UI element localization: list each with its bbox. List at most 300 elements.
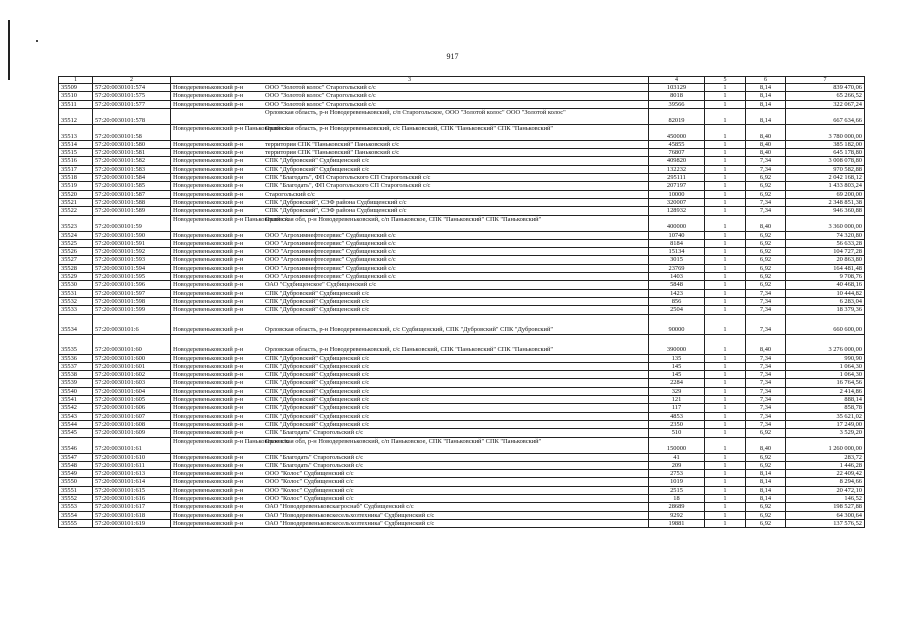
count-value: 1 xyxy=(705,429,746,437)
rate-value: 8,14 xyxy=(746,108,786,124)
count-value: 1 xyxy=(705,92,746,100)
cadastral-number: 57:20:0030101:593 xyxy=(93,256,171,264)
count-value: 1 xyxy=(705,511,746,519)
location-cell xyxy=(171,207,649,215)
table-row xyxy=(59,182,865,190)
area-value: 90000 xyxy=(649,314,705,334)
district-name: Новодеревеньковский р-н xyxy=(173,190,244,198)
area-value: 2515 xyxy=(649,486,705,494)
row-number: 35529 xyxy=(59,273,93,281)
district-name: Новодеревеньковский р-н xyxy=(173,264,244,272)
value-amount: 20 863,80 xyxy=(786,256,865,264)
row-number: 35532 xyxy=(59,297,93,305)
count-value: 1 xyxy=(705,412,746,420)
row-number: 35533 xyxy=(59,306,93,314)
location-description: ОАО "Новодеревеньковскесельхозтехника" Судбищенский с/с xyxy=(265,511,435,519)
area-value: 145 xyxy=(649,362,705,370)
value-amount: 18 379,36 xyxy=(786,306,865,314)
location-description: ООО "Агрохимнефтесервис" Судбищенский с/с xyxy=(265,256,396,264)
location-cell xyxy=(171,157,649,165)
row-number: 35527 xyxy=(59,256,93,264)
area-value: 2350 xyxy=(649,420,705,428)
district-name: Новодеревеньковский р-н xyxy=(173,420,244,428)
table-row xyxy=(59,494,865,502)
row-number: 35544 xyxy=(59,420,93,428)
location-cell xyxy=(171,470,649,478)
cadastral-number: 57:20:0030101:581 xyxy=(93,149,171,157)
value-amount: 20 472,10 xyxy=(786,486,865,494)
table-row xyxy=(59,100,865,108)
table-row xyxy=(59,281,865,289)
table-row xyxy=(59,190,865,198)
table-row xyxy=(59,362,865,370)
row-number: 35554 xyxy=(59,511,93,519)
location-cell xyxy=(171,314,649,334)
area-value: 1423 xyxy=(649,289,705,297)
district-name: Новодеревеньковский р-н xyxy=(173,84,244,91)
count-value: 1 xyxy=(705,140,746,148)
cadastral-number: 57:20:0030101:578 xyxy=(93,108,171,124)
rate-value: 7,34 xyxy=(746,165,786,173)
cadastral-number: 57:20:0030101:609 xyxy=(93,429,171,437)
value-amount: 10 444,82 xyxy=(786,289,865,297)
count-value: 1 xyxy=(705,281,746,289)
table-row xyxy=(59,264,865,272)
value-amount: 645 178,80 xyxy=(786,149,865,157)
count-value: 1 xyxy=(705,362,746,370)
table-row xyxy=(59,207,865,215)
area-value: 329 xyxy=(649,387,705,395)
location-cell xyxy=(171,100,649,108)
value-amount: 970 582,88 xyxy=(786,165,865,173)
district-name: Новодеревеньковский р-н xyxy=(173,511,244,519)
location-description: Орловская область, р-н Новодеревеньковский, с/п Старогольское, ООО "Золотой колос" ООО "Золотой колос" xyxy=(265,108,566,116)
value-amount: 660 600,00 xyxy=(786,314,865,334)
cadastral-number: 57:20:0030101:583 xyxy=(93,165,171,173)
location-description: СПК "Дубровский" Судбищенский с/с xyxy=(265,157,370,165)
row-number: 35550 xyxy=(59,478,93,486)
location-description: ООО "Золотой колос" Старогольский с/с xyxy=(265,92,376,100)
rate-value: 6,92 xyxy=(746,273,786,281)
location-cell xyxy=(171,420,649,428)
district-name: Новодеревеньковский р-н xyxy=(173,486,244,494)
row-number: 35509 xyxy=(59,84,93,92)
row-number: 35517 xyxy=(59,165,93,173)
district-name: Новодеревеньковский р-н xyxy=(173,149,244,157)
value-amount: 1 064,30 xyxy=(786,362,865,370)
table-row xyxy=(59,289,865,297)
rate-value: 8,40 xyxy=(746,437,786,453)
value-amount: 839 470,06 xyxy=(786,84,865,92)
table-row xyxy=(59,84,865,92)
cadastral-number: 57:20:0030101:596 xyxy=(93,281,171,289)
row-number: 35538 xyxy=(59,371,93,379)
table-row xyxy=(59,239,865,247)
area-value: 409820 xyxy=(649,157,705,165)
area-value: 390000 xyxy=(649,334,705,354)
location-description: ООО "Колос" Судбищенский с/с xyxy=(265,478,354,486)
district-name: Новодеревеньковский р-н xyxy=(173,387,244,395)
district-name: Новодеревеньковский р-н xyxy=(173,100,244,108)
district-name: Новодеревеньковский р-н xyxy=(173,326,244,334)
location-cell xyxy=(171,306,649,314)
cadastral-number: 57:20:0030101:615 xyxy=(93,486,171,494)
area-value: 2504 xyxy=(649,306,705,314)
table-row xyxy=(59,354,865,362)
table-row xyxy=(59,404,865,412)
rate-value: 6,92 xyxy=(746,461,786,469)
location-cell xyxy=(171,334,649,354)
rate-value: 7,34 xyxy=(746,379,786,387)
count-value: 1 xyxy=(705,494,746,502)
area-value: 2753 xyxy=(649,470,705,478)
table-row xyxy=(59,420,865,428)
area-value: 82019 xyxy=(649,108,705,124)
district-name: Новодеревеньковский р-н xyxy=(173,182,244,190)
rate-value: 7,34 xyxy=(746,404,786,412)
location-cell xyxy=(171,486,649,494)
rate-value: 6,92 xyxy=(746,239,786,247)
table-row xyxy=(59,256,865,264)
count-value: 1 xyxy=(705,387,746,395)
area-value: 9292 xyxy=(649,511,705,519)
location-cell xyxy=(171,165,649,173)
table-row xyxy=(59,371,865,379)
rate-value: 7,34 xyxy=(746,289,786,297)
rate-value: 7,34 xyxy=(746,297,786,305)
location-description: ООО "Золотой колос" Старогольский с/с xyxy=(265,84,376,91)
table-row xyxy=(59,437,865,453)
rate-value: 8,14 xyxy=(746,92,786,100)
value-amount: 64 300,64 xyxy=(786,511,865,519)
area-value: 121 xyxy=(649,396,705,404)
table-row xyxy=(59,149,865,157)
cadastral-number: 57:20:0030101:575 xyxy=(93,92,171,100)
area-value: 39566 xyxy=(649,100,705,108)
cadastral-number: 57:20:0030101:592 xyxy=(93,248,171,256)
area-value: 295111 xyxy=(649,174,705,182)
cadastral-number: 57:20:0030101:602 xyxy=(93,371,171,379)
count-value: 1 xyxy=(705,519,746,527)
cadastral-number: 57:20:0030101:605 xyxy=(93,396,171,404)
scan-dot xyxy=(36,40,38,42)
cadastral-number: 57:20:0030101:580 xyxy=(93,140,171,148)
row-number: 35540 xyxy=(59,387,93,395)
location-cell xyxy=(171,231,649,239)
count-value: 1 xyxy=(705,470,746,478)
row-number: 35512 xyxy=(59,108,93,124)
rate-value: 7,34 xyxy=(746,362,786,370)
count-value: 1 xyxy=(705,306,746,314)
row-number: 35552 xyxy=(59,494,93,502)
location-description: СПК "Благодать", ФП Старогольского СП Старогольский с/с xyxy=(265,174,431,182)
row-number: 35528 xyxy=(59,264,93,272)
location-cell xyxy=(171,108,649,124)
row-number: 35535 xyxy=(59,334,93,354)
table-row xyxy=(59,273,865,281)
district-name: Новодеревеньковский р-н xyxy=(173,174,244,182)
location-description: СПК "Дубровский" Судбищенский с/с xyxy=(265,371,370,379)
location-cell xyxy=(171,174,649,182)
district-name: Новодеревеньковский р-н xyxy=(173,198,244,206)
area-value: 23769 xyxy=(649,264,705,272)
cadastral-number: 57:20:0030101:591 xyxy=(93,239,171,247)
location-cell xyxy=(171,264,649,272)
value-amount: 6 283,04 xyxy=(786,297,865,305)
rate-value: 8,14 xyxy=(746,486,786,494)
location-cell xyxy=(171,84,649,92)
location-description: СПК "Дубровский" Судбищенский с/с xyxy=(265,420,370,428)
row-number: 35534 xyxy=(59,314,93,334)
area-value: 2284 xyxy=(649,379,705,387)
table-row xyxy=(59,124,865,140)
location-description: ООО "Агрохимнефтесервис" Судбищенский с/с xyxy=(265,231,396,239)
row-number: 35521 xyxy=(59,198,93,206)
row-number: 35526 xyxy=(59,248,93,256)
value-amount: 1 064,30 xyxy=(786,371,865,379)
table-row xyxy=(59,314,865,334)
location-cell xyxy=(171,461,649,469)
count-value: 1 xyxy=(705,404,746,412)
district-name: Новодеревеньковский р-н Паньковский с/с xyxy=(173,124,290,132)
value-amount: 322 067,24 xyxy=(786,100,865,108)
location-cell xyxy=(171,437,649,453)
area-value: 18 xyxy=(649,494,705,502)
rate-value: 6,92 xyxy=(746,256,786,264)
location-description: территория СПК "Паньковский" Паньковский с/с xyxy=(265,149,400,157)
district-name: Новодеревеньковский р-н Паньковский с/с xyxy=(173,215,290,223)
area-value: 76807 xyxy=(649,149,705,157)
district-name: Новодеревеньковский р-н xyxy=(173,354,244,362)
column-header: 7 xyxy=(786,77,865,84)
value-amount: 198 527,88 xyxy=(786,503,865,511)
column-header: 3 xyxy=(171,77,649,84)
location-cell xyxy=(171,124,649,140)
row-number: 35541 xyxy=(59,396,93,404)
location-cell xyxy=(171,198,649,206)
table-row xyxy=(59,429,865,437)
row-number: 35530 xyxy=(59,281,93,289)
cadastral-number: 57:20:0030101:598 xyxy=(93,297,171,305)
value-amount: 946 360,88 xyxy=(786,207,865,215)
cadastral-number: 57:20:0030101:601 xyxy=(93,362,171,370)
count-value: 1 xyxy=(705,437,746,453)
area-value: 4853 xyxy=(649,412,705,420)
rate-value: 6,92 xyxy=(746,248,786,256)
cadastral-number: 57:20:0030101:589 xyxy=(93,207,171,215)
column-header: 5 xyxy=(705,77,746,84)
district-name: Новодеревеньковский р-н xyxy=(173,396,244,404)
district-name: Новодеревеньковский р-н xyxy=(173,519,244,527)
district-name: Новодеревеньковский р-н xyxy=(173,256,244,264)
table-row xyxy=(59,334,865,354)
location-description: ОАО "Судбищенское" Судбищенский с/с xyxy=(265,281,377,289)
rate-value: 7,34 xyxy=(746,157,786,165)
count-value: 1 xyxy=(705,100,746,108)
district-name: Новодеревеньковский р-н xyxy=(173,379,244,387)
count-value: 1 xyxy=(705,314,746,334)
cadastral-number: 57:20:0030101:587 xyxy=(93,190,171,198)
row-number: 35539 xyxy=(59,379,93,387)
row-number: 35510 xyxy=(59,92,93,100)
value-amount: 65 266,52 xyxy=(786,92,865,100)
location-description: СПК "Дубровский" Судбищенский с/с xyxy=(265,379,370,387)
area-value: 3015 xyxy=(649,256,705,264)
value-amount: 137 576,52 xyxy=(786,519,865,527)
cadastral-number: 57:20:0030101:608 xyxy=(93,420,171,428)
value-amount: 17 249,00 xyxy=(786,420,865,428)
value-amount: 1 260 000,00 xyxy=(786,437,865,453)
count-value: 1 xyxy=(705,420,746,428)
rate-value: 8,14 xyxy=(746,494,786,502)
table-row xyxy=(59,387,865,395)
rate-value: 7,34 xyxy=(746,387,786,395)
count-value: 1 xyxy=(705,289,746,297)
rate-value: 8,40 xyxy=(746,149,786,157)
location-cell xyxy=(171,429,649,437)
area-value: 15134 xyxy=(649,248,705,256)
table-row xyxy=(59,478,865,486)
area-value: 400000 xyxy=(649,215,705,231)
district-name: Новодеревеньковский р-н xyxy=(173,239,244,247)
cadastral-number: 57:20:0030101:574 xyxy=(93,84,171,92)
location-description: СПК "Благодать" Старогольский с/с xyxy=(265,429,364,437)
count-value: 1 xyxy=(705,264,746,272)
table-body xyxy=(59,84,865,528)
rate-value: 6,92 xyxy=(746,429,786,437)
district-name: Новодеревеньковский р-н xyxy=(173,461,244,469)
value-amount: 69 200,00 xyxy=(786,190,865,198)
table-row xyxy=(59,412,865,420)
cadastral-number: 57:20:0030101:590 xyxy=(93,231,171,239)
table-row xyxy=(59,92,865,100)
page-number: 917 xyxy=(446,52,459,61)
location-description: территория СПК "Паньковский" Паньковский с/с xyxy=(265,140,400,148)
location-cell xyxy=(171,297,649,305)
value-amount: 2 042 168,12 xyxy=(786,174,865,182)
table-row xyxy=(59,396,865,404)
location-description: СПК "Благодать" Старогольский с/с xyxy=(265,461,364,469)
count-value: 1 xyxy=(705,239,746,247)
count-value: 1 xyxy=(705,207,746,215)
cadastral-number: 57:20:0030101:607 xyxy=(93,412,171,420)
cadastral-number: 57:20:0030101:606 xyxy=(93,404,171,412)
row-number: 35543 xyxy=(59,412,93,420)
location-description: ООО "Агрохимнефтесервис" Судбищенский с/с xyxy=(265,239,396,247)
rate-value: 8,14 xyxy=(746,100,786,108)
value-amount: 16 764,56 xyxy=(786,379,865,387)
district-name: Новодеревеньковский р-н xyxy=(173,404,244,412)
location-description: СПК "Дубровский" Судбищенский с/с xyxy=(265,362,370,370)
rate-value: 6,92 xyxy=(746,182,786,190)
value-amount: 146,52 xyxy=(786,494,865,502)
location-cell xyxy=(171,371,649,379)
district-name: Новодеревеньковский р-н xyxy=(173,273,244,281)
location-description: ООО "Колос" Судбищенский с/с xyxy=(265,494,354,502)
district-name: Новодеревеньковский р-н xyxy=(173,165,244,173)
count-value: 1 xyxy=(705,248,746,256)
area-value: 103129 xyxy=(649,84,705,92)
table-row xyxy=(59,198,865,206)
count-value: 1 xyxy=(705,379,746,387)
location-description: СПК "Дубровский" Судбищенский с/с xyxy=(265,354,370,362)
location-cell xyxy=(171,281,649,289)
table-row xyxy=(59,248,865,256)
table-row xyxy=(59,174,865,182)
location-description: СПК "Дубровский", СЭФ района Судбищенский с/с xyxy=(265,207,407,215)
district-name: Новодеревеньковский р-н xyxy=(173,362,244,370)
count-value: 1 xyxy=(705,174,746,182)
value-amount: 3 780 000,00 xyxy=(786,124,865,140)
count-value: 1 xyxy=(705,478,746,486)
location-description: ООО "Колос" Судбищенский с/с xyxy=(265,470,354,478)
rate-value: 8,40 xyxy=(746,124,786,140)
table-row xyxy=(59,470,865,478)
count-value: 1 xyxy=(705,124,746,140)
column-header: 6 xyxy=(746,77,786,84)
location-cell xyxy=(171,273,649,281)
count-value: 1 xyxy=(705,182,746,190)
rate-value: 8,14 xyxy=(746,470,786,478)
value-amount: 283,72 xyxy=(786,453,865,461)
location-description: СПК "Дубровский" Судбищенский с/с xyxy=(265,297,370,305)
row-number: 35513 xyxy=(59,124,93,140)
count-value: 1 xyxy=(705,108,746,124)
location-description: СПК "Дубровский" Судбищенский с/с xyxy=(265,404,370,412)
rate-value: 6,92 xyxy=(746,453,786,461)
value-amount: 3 360 000,00 xyxy=(786,215,865,231)
location-cell xyxy=(171,289,649,297)
area-value: 207197 xyxy=(649,182,705,190)
row-number: 35537 xyxy=(59,362,93,370)
count-value: 1 xyxy=(705,157,746,165)
district-name: Новодеревеньковский р-н xyxy=(173,503,244,511)
location-cell xyxy=(171,92,649,100)
row-number: 35549 xyxy=(59,470,93,478)
value-amount: 3 529,20 xyxy=(786,429,865,437)
table-row xyxy=(59,297,865,305)
value-amount: 3 276 000,00 xyxy=(786,334,865,354)
cadastral-number: 57:20:0030101:60 xyxy=(93,334,171,354)
rate-value: 7,34 xyxy=(746,371,786,379)
table-row xyxy=(59,306,865,314)
value-amount: 40 468,16 xyxy=(786,281,865,289)
location-description: ООО "Золотой колос" Старогольский с/с xyxy=(265,100,376,108)
location-cell xyxy=(171,190,649,198)
location-description: СПК "Дубровский", СЭФ района Судбищенский с/с xyxy=(265,198,407,206)
cadastral-number: 57:20:0030101:594 xyxy=(93,264,171,272)
value-amount: 858,78 xyxy=(786,404,865,412)
row-number: 35511 xyxy=(59,100,93,108)
location-description: СПК "Дубровский" Судбищенский с/с xyxy=(265,396,370,404)
location-description: ООО "Агрохимнефтесервис" Судбищенский с/с xyxy=(265,273,396,281)
location-description: СПК "Дубровский" Судбищенский с/с xyxy=(265,412,370,420)
location-cell xyxy=(171,354,649,362)
rate-value: 8,40 xyxy=(746,140,786,148)
area-value: 41 xyxy=(649,453,705,461)
cadastral-number: 57:20:0030101:618 xyxy=(93,511,171,519)
cadastral-number: 57:20:0030101:59 xyxy=(93,215,171,231)
district-name: Новодеревеньковский р-н xyxy=(173,297,244,305)
district-name: Новодеревеньковский р-н xyxy=(173,92,244,100)
cadastral-number: 57:20:0030101:597 xyxy=(93,289,171,297)
location-cell xyxy=(171,256,649,264)
column-header: 1 xyxy=(59,77,93,84)
location-cell xyxy=(171,149,649,157)
district-name: Новодеревеньковский р-н xyxy=(173,478,244,486)
location-cell xyxy=(171,453,649,461)
area-value: 856 xyxy=(649,297,705,305)
